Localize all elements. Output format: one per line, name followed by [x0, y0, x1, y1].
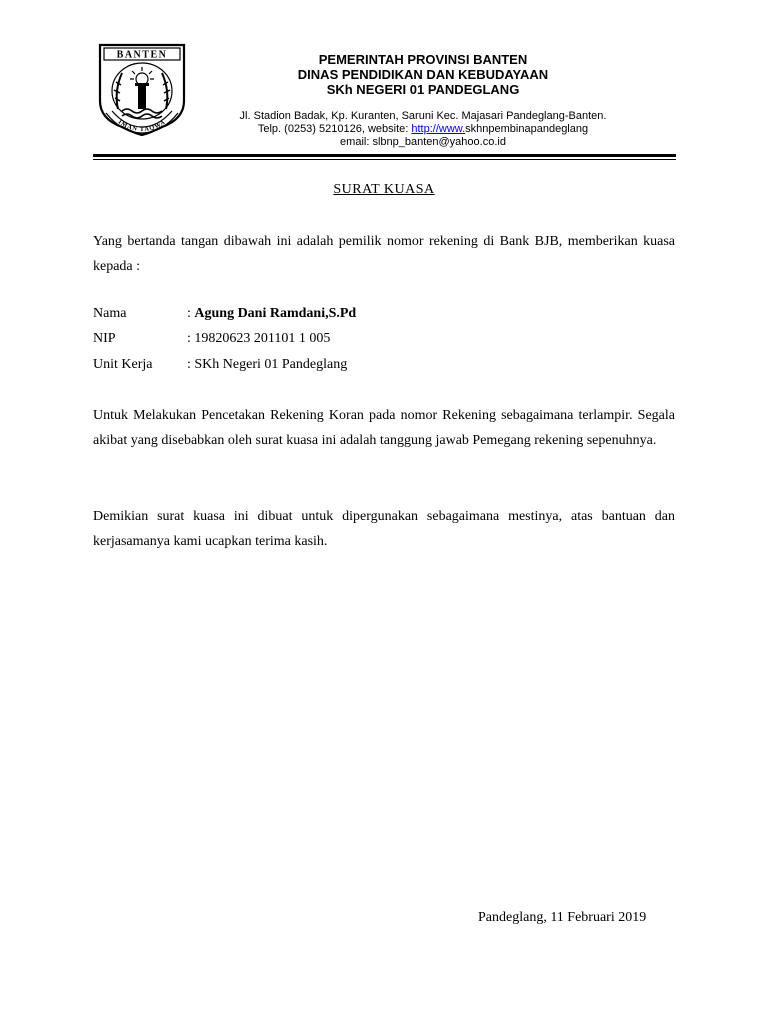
website-link[interactable]: http://www.	[411, 123, 466, 135]
letterhead-divider-thin	[93, 159, 676, 160]
field-value: 19820623 201101 1 005	[194, 331, 331, 346]
field-label: Unit Kerja	[93, 357, 153, 372]
field-value: Agung Dani Ramdani,S.Pd	[194, 306, 357, 321]
closing-paragraph: Demikian surat kuasa ini dibuat untuk dipergunakan sebagaimana mestinya, atas bantuan dan kerjasamanya kami ucapkan terima kasih.	[93, 509, 675, 549]
letterhead-school: SKh NEGERI 01 PANDEGLANG	[326, 82, 520, 97]
intro-paragraph: Yang bertanda tangan dibawah ini adalah pemilik nomor rekening di Bank BJB, memberikan kuasa kepada :	[93, 234, 675, 274]
body-paragraph: Untuk Melakukan Pencetakan Rekening Koran pada nomor Rekening sebagaimana terlampir. Segala akibat yang disebabkan oleh surat kuasa ini adalah tanggung jawab Pemegang rekening sepenuhnya.	[93, 408, 675, 448]
website-rest: skhnpembinapandeglang	[465, 123, 589, 135]
emblem-top-text: BANTEN	[116, 49, 168, 61]
field-separator: :	[187, 357, 195, 372]
letterhead-address: Jl. Stadion Badak, Kp. Kuranten, Saruni Kec. Majasari Pandeglang-Banten.	[239, 110, 607, 122]
letterhead-contact	[188, 123, 658, 135]
field-separator: :	[187, 331, 195, 346]
field-label: Nama	[93, 306, 127, 321]
letter-title: SURAT KUASA	[333, 182, 435, 197]
letterhead-government: PEMERINTAH PROVINSI BANTEN	[318, 52, 528, 67]
field-label: NIP	[93, 331, 116, 346]
letterhead-email: email: slbnp_banten@yahoo.co.id	[340, 136, 506, 148]
banten-province-emblem-icon	[92, 41, 192, 136]
place-date: Pandeglang, 11 Februari 2019	[478, 910, 647, 925]
field-separator: :	[187, 306, 195, 321]
phone-website-prefix: Telp. (0253) 5210126, website:	[257, 123, 412, 135]
emblem-bottom-text: IMAN TAQWA	[116, 118, 168, 134]
letterhead-department: DINAS PENDIDIKAN DAN KEBUDAYAAN	[297, 67, 549, 82]
letterhead-divider-thick	[93, 154, 676, 157]
field-value: SKh Negeri 01 Pandeglang	[194, 357, 348, 372]
